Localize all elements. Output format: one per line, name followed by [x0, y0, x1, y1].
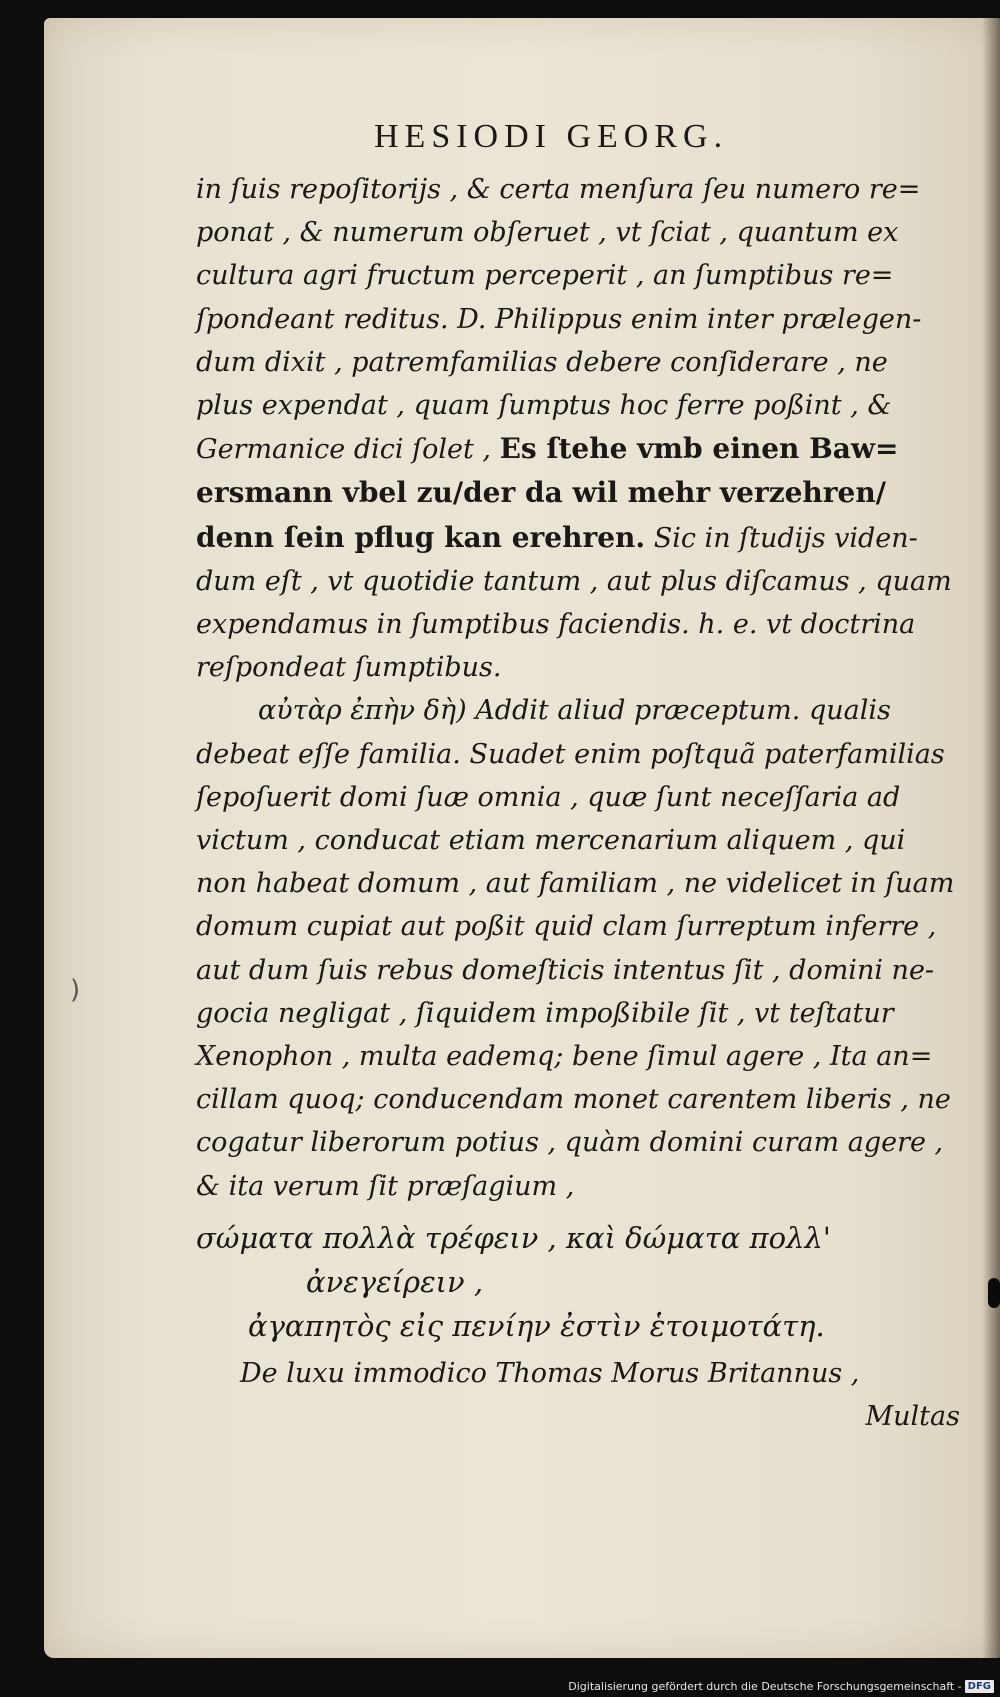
text-line	[196, 471, 966, 515]
text-line	[196, 168, 966, 211]
text-line	[196, 776, 966, 819]
page-edge-mark	[988, 1278, 1000, 1308]
blackletter-text: ersmann vbel zu/der da wil mehr verzehren/	[196, 476, 886, 510]
italic-text: & ita verum ſit præſagium ,	[196, 1170, 575, 1202]
blackletter-text: Es ſtehe vmb einen Baw=	[499, 432, 899, 466]
italic-text: ponat , & numerum obſeruet , vt ſciat , quantum ex	[196, 217, 899, 249]
verse-line: ἀνεγείρειν ,	[306, 1264, 484, 1299]
text-line	[196, 949, 966, 992]
text-line	[196, 819, 966, 862]
blackletter-text: denn ſein pflug kan erehren.	[196, 520, 646, 554]
digitization-footer	[568, 1680, 994, 1693]
text-line	[196, 384, 966, 427]
text-line	[196, 211, 966, 254]
italic-text: dum dixit , patremfamilias debere conſiderare , ne	[196, 346, 888, 378]
italic-text: Germanice dici ſolet ,	[196, 434, 500, 466]
verse-line: σώματα πολλὰ τρέφειν , καὶ δώματα πολλ'	[196, 1220, 831, 1255]
text-line	[196, 905, 966, 948]
italic-text: dum eſt , vt quotidie tantum , aut plus diſcamus , quam	[196, 565, 952, 597]
italic-text: reſpondeat ſumptibus.	[196, 652, 502, 684]
text-line	[196, 1078, 966, 1121]
text-line	[196, 1121, 966, 1164]
text-line	[196, 603, 966, 646]
catchword: Multas	[865, 1401, 960, 1433]
dfg-logo: DFG	[965, 1680, 994, 1693]
italic-text: gocia negligat , ſiquidem impoßibile ſit , vt teſtatur	[196, 997, 894, 1029]
italic-text: domum cupiat aut poßit quid clam ſurreptum inferre ,	[196, 911, 937, 943]
text-line	[196, 992, 966, 1035]
margin-mark: )	[70, 975, 81, 1005]
page-body	[196, 168, 966, 1438]
text-line	[196, 516, 966, 560]
italic-text: αὐτὰρ ἐπὴν δὴ) Addit aliud præceptum. qualis	[258, 695, 891, 727]
text-line	[196, 254, 966, 297]
text-line	[196, 862, 966, 905]
text-line	[196, 427, 966, 471]
italic-text: in ſuis repoſitorijs , & certa menſura ſeu numero re=	[196, 174, 921, 205]
text-line	[196, 1035, 966, 1078]
text-line	[196, 1165, 966, 1208]
italic-text: cogatur liberorum potius , quàm domini curam agere ,	[196, 1127, 944, 1159]
text-line	[196, 646, 966, 689]
text-line	[196, 341, 966, 384]
greek-verse	[196, 1216, 966, 1348]
closing-line: De luxu immodico Thomas Morus Britannus ,	[240, 1357, 860, 1389]
italic-text: victum , conducat etiam mercenarium aliquem , qui	[196, 825, 906, 857]
italic-text: ſpondeant reditus. D. Philippus enim inter prælegen-	[196, 303, 922, 335]
footer-text: Digitalisierung gefördert durch die Deutsche Forschungsgemeinschaft -	[568, 1680, 962, 1693]
italic-text: debeat eſſe familia. Suadet enim poſtquã paterfamilias	[196, 738, 945, 770]
italic-text: expendamus in ſumptibus faciendis. h. e. vt doctrina	[196, 609, 916, 641]
text-line	[196, 733, 966, 776]
text-block	[196, 168, 966, 1208]
text-line	[196, 560, 966, 603]
italic-text: Sic in ſtudijs viden-	[645, 522, 918, 554]
text-line	[196, 298, 966, 341]
italic-text: ſepoſuerit domi ſuæ omnia , quæ ſunt neceſſaria ad	[196, 781, 901, 813]
italic-text: plus expendat , quam ſumptus hoc ferre poßint , &	[196, 390, 892, 422]
text-line	[196, 689, 966, 732]
italic-text: Xenophon , multa eademq; bene ſimul agere , Ita an=	[196, 1041, 933, 1073]
italic-text: cultura agri fructum perceperit , an ſumptibus re=	[196, 260, 894, 292]
italic-text: non habeat domum , aut familiam , ne videlicet in ſuam	[196, 868, 955, 900]
verse-line: ἀγαπητὸς εἰς πενίην ἐστὶν ἑτοιμοτάτη.	[248, 1308, 825, 1343]
italic-text: aut dum ſuis rebus domeſticis intentus ſit , domini ne-	[196, 954, 935, 986]
running-head: HESIODI GEORG.	[374, 118, 729, 155]
italic-text: cillam quoq; conducendam monet carentem liberis , ne	[196, 1084, 951, 1116]
